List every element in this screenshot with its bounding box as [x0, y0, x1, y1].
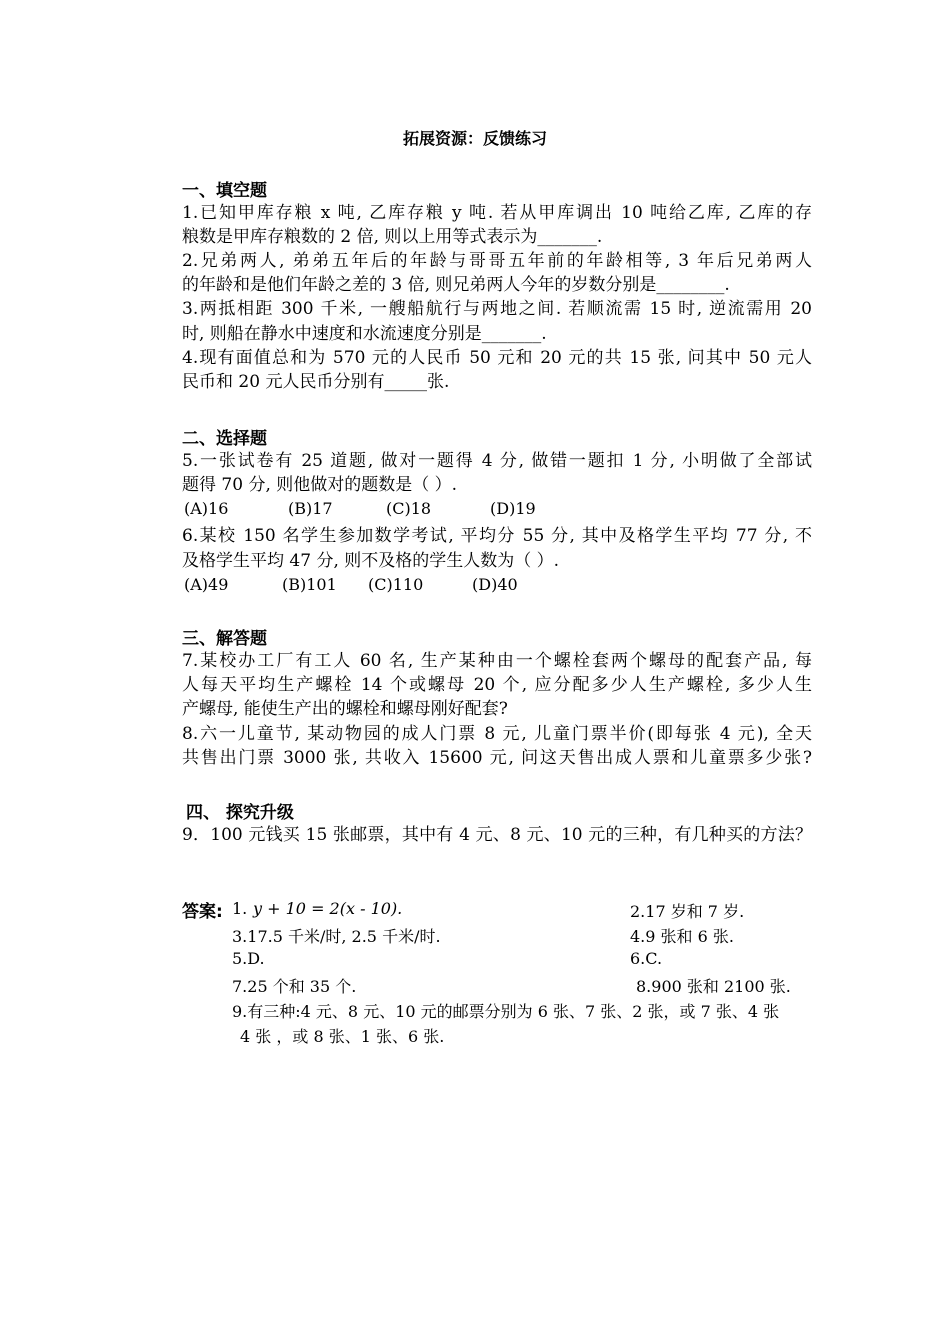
section-heading-solve: 三、解答题	[182, 629, 267, 649]
text-line: 人每天平均生产螺栓 14 个或螺母 20 个, 应分配多少人生产螺栓, 多少人生	[182, 675, 812, 695]
answer-5: 5.D.	[232, 949, 265, 968]
text-line: 6.某校 150 名学生参加数学考试, 平均分 55 分, 其中及格学生平均 77 分, 不	[182, 526, 812, 546]
text-line: 4.现有面值总和为 570 元的人民币 50 元和 20 元的共 15 张, 问其中 50 元人	[182, 348, 812, 368]
answers-label: 答案:	[182, 902, 223, 922]
option-c: (C)18	[386, 499, 432, 518]
section-heading-explore: 四、 探究升级	[186, 803, 294, 823]
text-line: 粮数是甲库存粮数的 2 倍, 则以上用等式表示为_______.	[182, 227, 603, 247]
answer-1-equation: y + 10 = 2(x - 10).	[253, 899, 403, 918]
option-a: (A)49	[184, 575, 229, 594]
text-line: 产螺母, 能使生产出的螺栓和螺母刚好配套?	[182, 699, 508, 719]
answer-7: 7.25 个和 35 个.	[232, 977, 357, 996]
answer-4: 4.9 张和 6 张.	[630, 927, 734, 946]
text-line: 9．100 元钱买 15 张邮票，其中有 4 元、8 元、10 元的三种，有几种买的方法？	[182, 825, 812, 845]
text-line: 共售出门票 3000 张, 共收入 15600 元, 问这天售出成人票和儿童票多少张?	[182, 748, 812, 768]
text-line: 及格学生平均 47 分, 则不及格的学生人数为（ ）.	[182, 551, 560, 571]
option-c: (C)110	[368, 575, 424, 594]
answer-6: 6.C.	[630, 949, 663, 968]
text-line: 7.某校办工厂有工人 60 名, 生产某种由一个螺栓套两个螺母的配套产品, 每	[182, 651, 812, 671]
text-line: 民币和 20 元人民币分别有_____张.	[182, 372, 450, 392]
option-b: (B)17	[288, 499, 333, 518]
text-line: 3.两抵相距 300 千米, 一艘船航行与两地之间. 若顺流需 15 时, 逆流需用 20	[182, 299, 812, 319]
answer-1-number: 1.	[232, 899, 248, 918]
answer-9-line-2: 4 张 ，或 8 张、1 张、6 张.	[240, 1027, 445, 1046]
text-line: 8.六一儿童节, 某动物园的成人门票 8 元, 儿童门票半价(即每张 4 元), 全天	[182, 724, 812, 744]
option-a: (A)16	[184, 499, 229, 518]
answer-8: 8.900 张和 2100 张.	[636, 977, 791, 996]
text-line: 的年龄和是他们年龄之差的 3 倍, 则兄弟两人今年的岁数分别是________.	[182, 275, 730, 295]
option-d: (D)40	[472, 575, 518, 594]
option-b: (B)101	[282, 575, 337, 594]
answer-9-line-1: 9.有三种:4 元、8 元、10 元的邮票分别为 6 张、7 张、2 张，或 7 张、4 张	[232, 1002, 780, 1021]
text-line: 题得 70 分, 则他做对的题数是（ ）.	[182, 475, 458, 495]
page-title: 拓展资源：反馈练习	[402, 129, 547, 148]
section-heading-fill: 一、填空题	[182, 181, 267, 201]
answer-2: 2.17 岁和 7 岁.	[630, 902, 745, 921]
text-line: 5.一张试卷有 25 道题, 做对一题得 4 分, 做错一题扣 1 分, 小明做了全部试	[182, 451, 812, 471]
text-line: 2.兄弟两人, 弟弟五年后的年龄与哥哥五年前的年龄相等, 3 年后兄弟两人	[182, 251, 812, 271]
text-line: 1.已知甲库存粮 x 吨, 乙库存粮 y 吨. 若从甲库调出 10 吨给乙库, 乙库的存	[182, 203, 812, 223]
option-d: (D)19	[490, 499, 536, 518]
answer-3: 3.17.5 千米/时, 2.5 千米/时.	[232, 927, 441, 946]
section-heading-choice: 二、选择题	[182, 429, 267, 449]
text-line: 时, 则船在静水中速度和水流速度分别是_______.	[182, 324, 547, 344]
